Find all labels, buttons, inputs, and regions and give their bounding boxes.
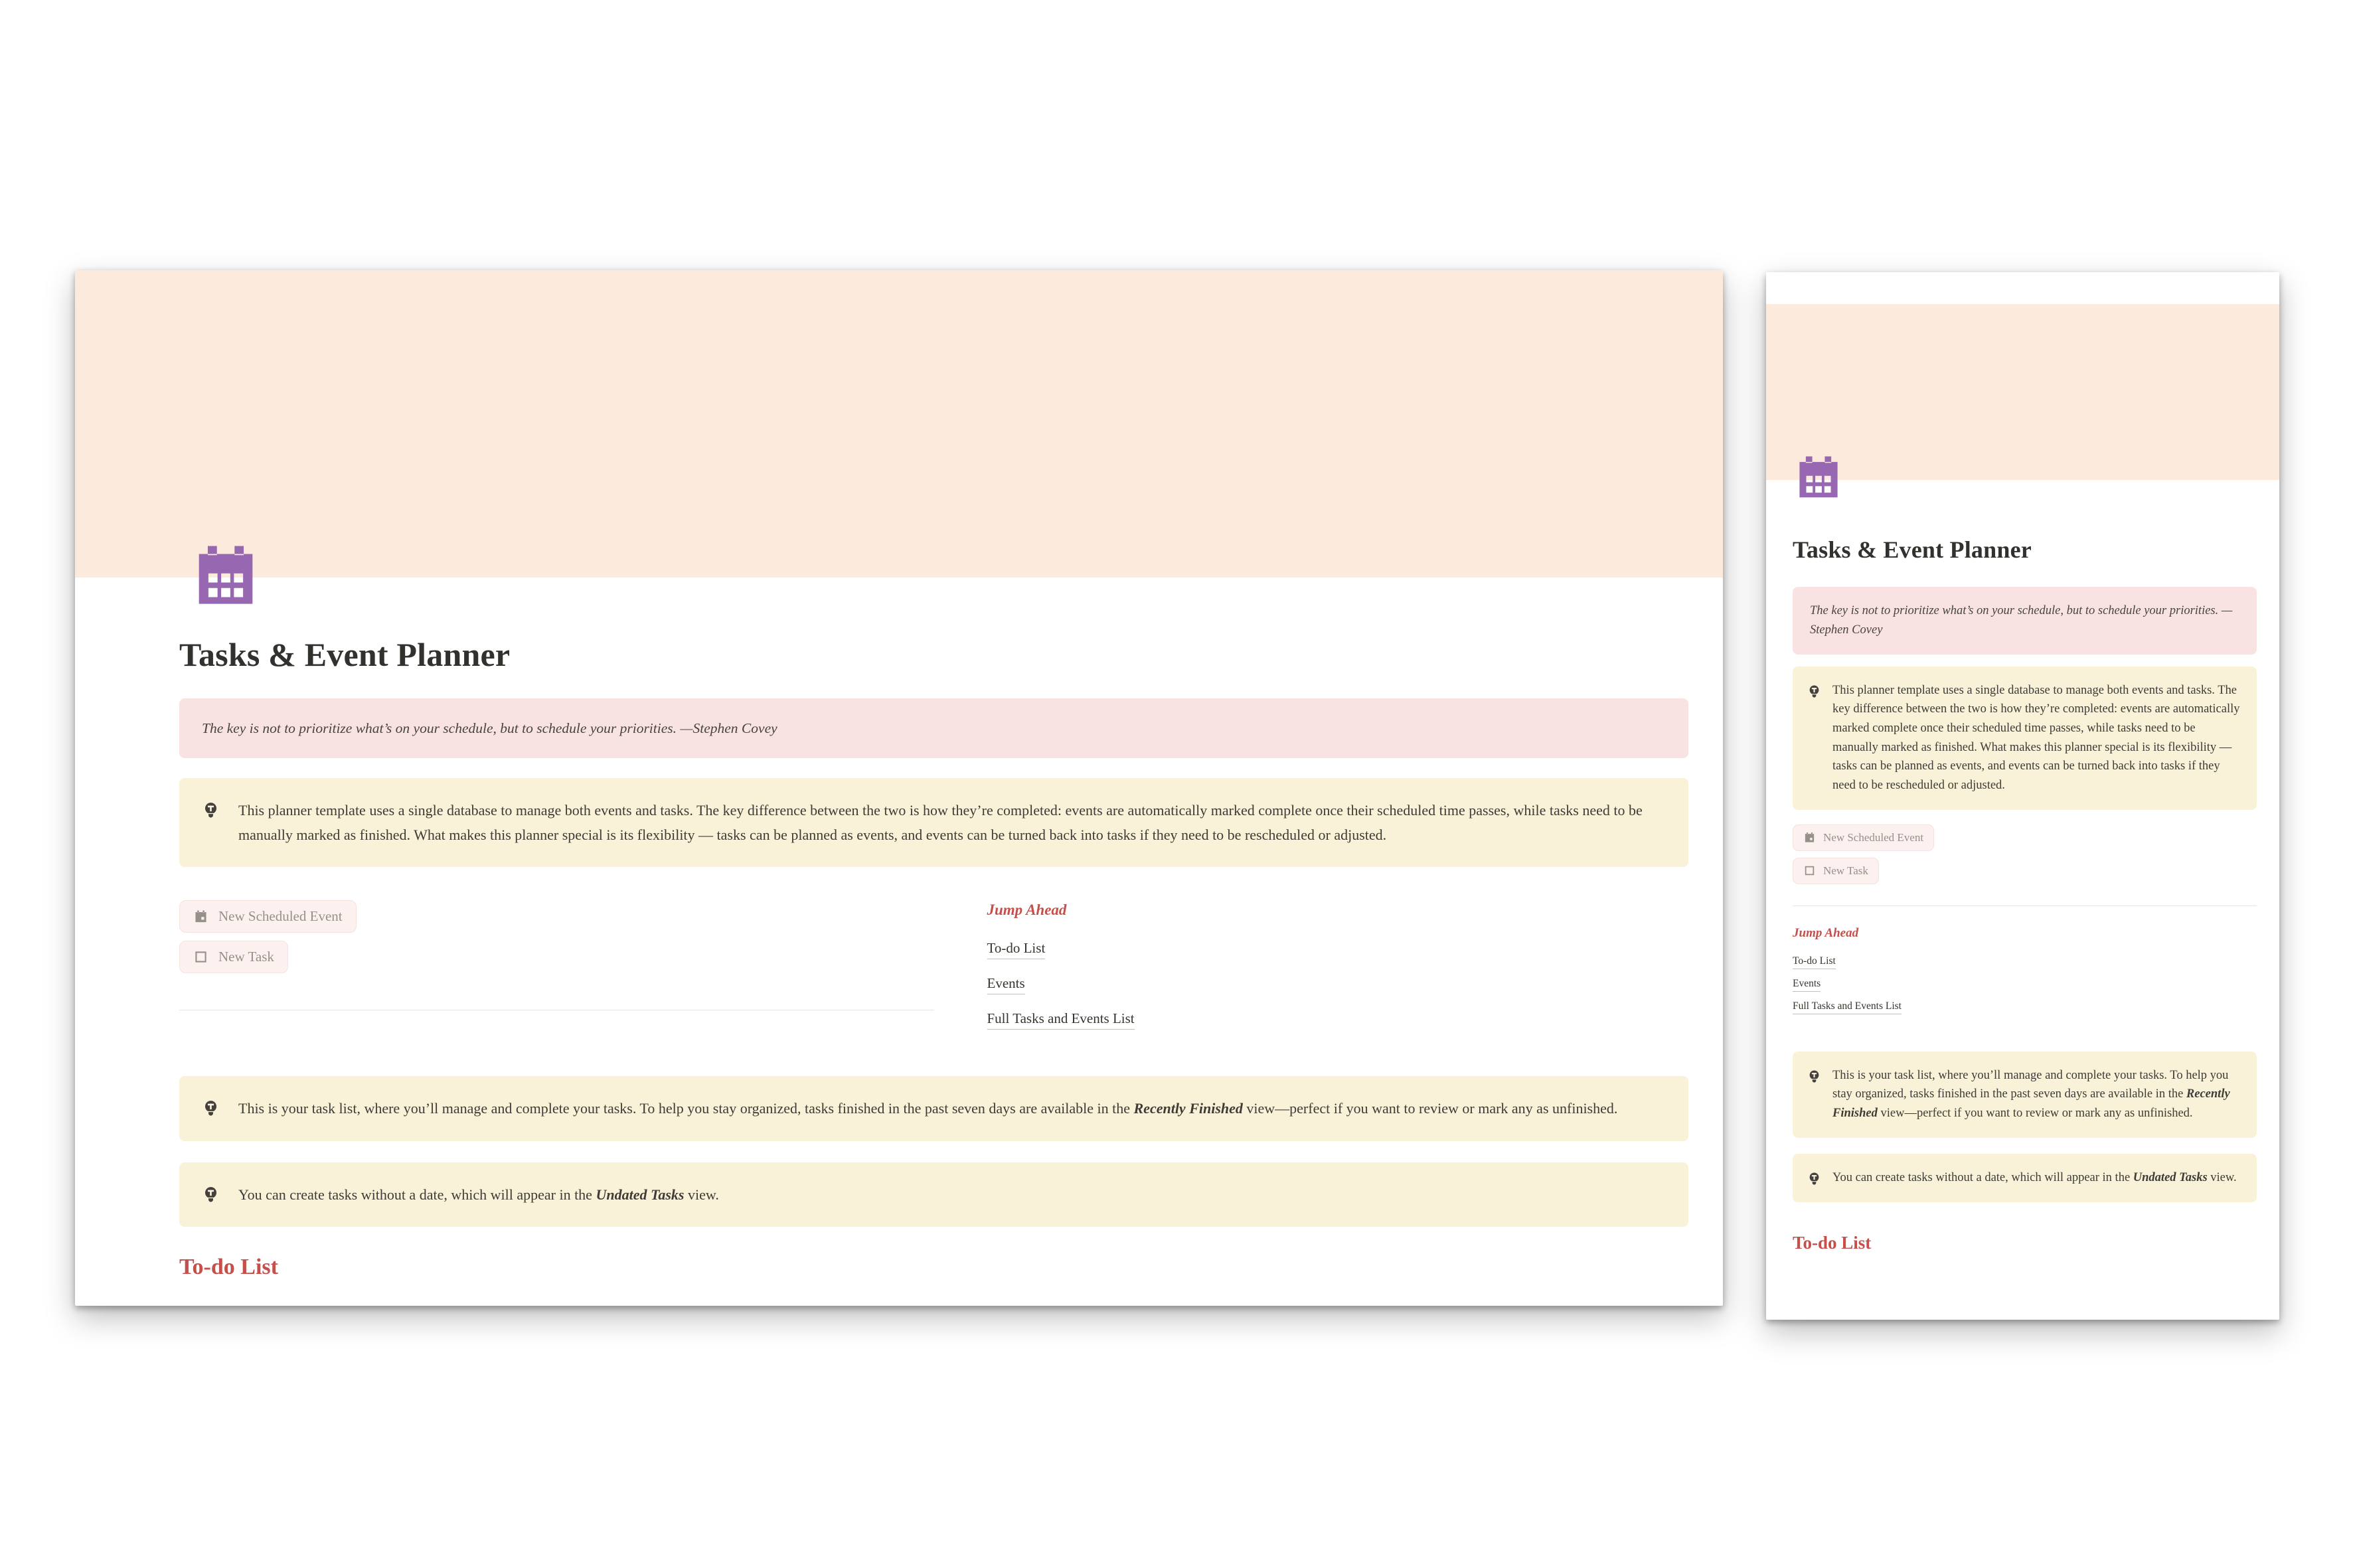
divider xyxy=(1793,905,2257,906)
todo-list-heading: To-do List xyxy=(179,1255,278,1280)
quote-text: The key is not to prioritize what’s on your schedule, but to schedule your priorities. —Stephen Covey xyxy=(1810,604,2233,637)
text-segment: You can create tasks without a date, which will appear in the xyxy=(1832,1170,2133,1184)
todo-list-heading: To-do List xyxy=(1793,1232,1872,1253)
intro-callout-text: This planner template uses a single database to manage both events and tasks. The key difference between the two is how they’re completed: events are automatically marked complete once their scheduled time passes, while tasks need to be manually marked as finished. What makes this planner special is its flexibility — tasks can be planned as events, and events can be turned back into tasks if they need to be rescheduled or adjusted. xyxy=(1832,683,2240,792)
page-content xyxy=(75,636,1723,1280)
undated-callout xyxy=(1793,1154,2257,1202)
new-scheduled-event-button[interactable] xyxy=(179,900,357,933)
link-todo-list[interactable]: To-do List xyxy=(1793,955,1836,969)
recently-finished-emphasis: Recently Finished xyxy=(1133,1100,1243,1117)
text-segment: This is your task list, where you’ll manage and complete your tasks. To help you stay organized, tasks finished in the past seven days are available in the xyxy=(238,1100,1134,1117)
lightbulb-icon xyxy=(1806,1069,1823,1085)
intro-callout-text: This planner template uses a single database to manage both events and tasks. The key difference between the two is how they’re completed: events are automatically marked complete once their scheduled time passes, while tasks need to be manually marked as finished. What makes this planner special is its flexibility — tasks can be planned as events, and events can be turned back into tasks if they need to be rescheduled or adjusted. xyxy=(238,801,1643,843)
link-full-tasks-events-list[interactable]: Full Tasks and Events List xyxy=(1793,1000,1902,1014)
link-events[interactable]: Events xyxy=(987,975,1025,994)
text-segment: view. xyxy=(2207,1170,2237,1184)
new-task-button[interactable] xyxy=(179,941,288,973)
text-segment: view—perfect if you want to review or mark any as unfinished. xyxy=(1877,1106,2193,1120)
calendar-icon[interactable] xyxy=(189,539,262,612)
intro-callout xyxy=(179,778,1688,868)
new-task-button[interactable] xyxy=(1793,858,1879,884)
lightbulb-icon xyxy=(201,1185,221,1206)
mobile-topbar xyxy=(1766,272,2279,304)
link-events[interactable]: Events xyxy=(1793,978,1821,992)
lightbulb-icon xyxy=(1806,684,1823,700)
page-cover xyxy=(75,270,1723,578)
page-content xyxy=(1766,536,2279,1253)
jump-ahead-column xyxy=(934,900,1689,1046)
lightbulb-icon xyxy=(201,1099,221,1119)
jump-ahead-heading: Jump Ahead xyxy=(1793,925,1859,940)
lightbulb-icon xyxy=(1806,1171,1823,1188)
button-label: New Scheduled Event xyxy=(218,908,343,925)
text-segment: You can create tasks without a date, which will appear in the xyxy=(238,1186,596,1203)
recently-finished-emphasis: Recently Finished xyxy=(1832,1087,2230,1120)
checkbox-icon xyxy=(193,949,208,965)
page-title: Tasks & Event Planner xyxy=(179,636,511,673)
undated-callout-text xyxy=(1832,1168,2237,1188)
text-segment: view—perfect if you want to review or mark any as unfinished. xyxy=(1242,1100,1618,1117)
quote-text: The key is not to prioritize what’s on your schedule, but to schedule your priorities. —Stephen Covey xyxy=(202,720,777,736)
intro-callout xyxy=(1793,666,2257,810)
link-full-tasks-events-list[interactable]: Full Tasks and Events List xyxy=(987,1010,1135,1030)
tasklist-callout xyxy=(179,1076,1688,1140)
tasklist-callout-text xyxy=(1832,1066,2243,1123)
calendar-icon[interactable] xyxy=(1793,451,1844,503)
lightbulb-icon xyxy=(201,801,221,821)
two-column-section xyxy=(179,900,1688,1046)
undated-callout xyxy=(179,1162,1688,1227)
new-scheduled-event-button[interactable] xyxy=(1793,824,1934,851)
desktop-view-panel xyxy=(75,270,1723,1306)
text-segment: This is your task list, where you’ll manage and complete your tasks. To help you stay organized, tasks finished in the past seven days are available in the xyxy=(1832,1068,2229,1101)
buttons-section xyxy=(1793,824,2257,884)
checkbox-icon xyxy=(1803,864,1816,877)
text-segment: view. xyxy=(684,1186,719,1203)
undated-tasks-emphasis: Undated Tasks xyxy=(596,1186,685,1203)
mobile-view-panel xyxy=(1766,272,2279,1320)
calendar-event-icon xyxy=(193,909,208,924)
tasklist-callout-text xyxy=(238,1096,1617,1121)
undated-callout-text xyxy=(238,1182,719,1207)
jump-ahead-heading: Jump Ahead xyxy=(987,902,1067,919)
tasklist-callout xyxy=(1793,1052,2257,1138)
page-title: Tasks & Event Planner xyxy=(1793,536,2032,563)
buttons-column xyxy=(179,900,934,1046)
button-label: New Task xyxy=(218,949,274,965)
quote-callout xyxy=(179,698,1688,758)
button-label: New Scheduled Event xyxy=(1823,830,1924,844)
undated-tasks-emphasis: Undated Tasks xyxy=(2133,1170,2208,1184)
button-label: New Task xyxy=(1823,864,1868,877)
calendar-event-icon xyxy=(1803,831,1816,844)
quote-callout xyxy=(1793,587,2257,654)
link-todo-list[interactable]: To-do List xyxy=(987,940,1046,959)
